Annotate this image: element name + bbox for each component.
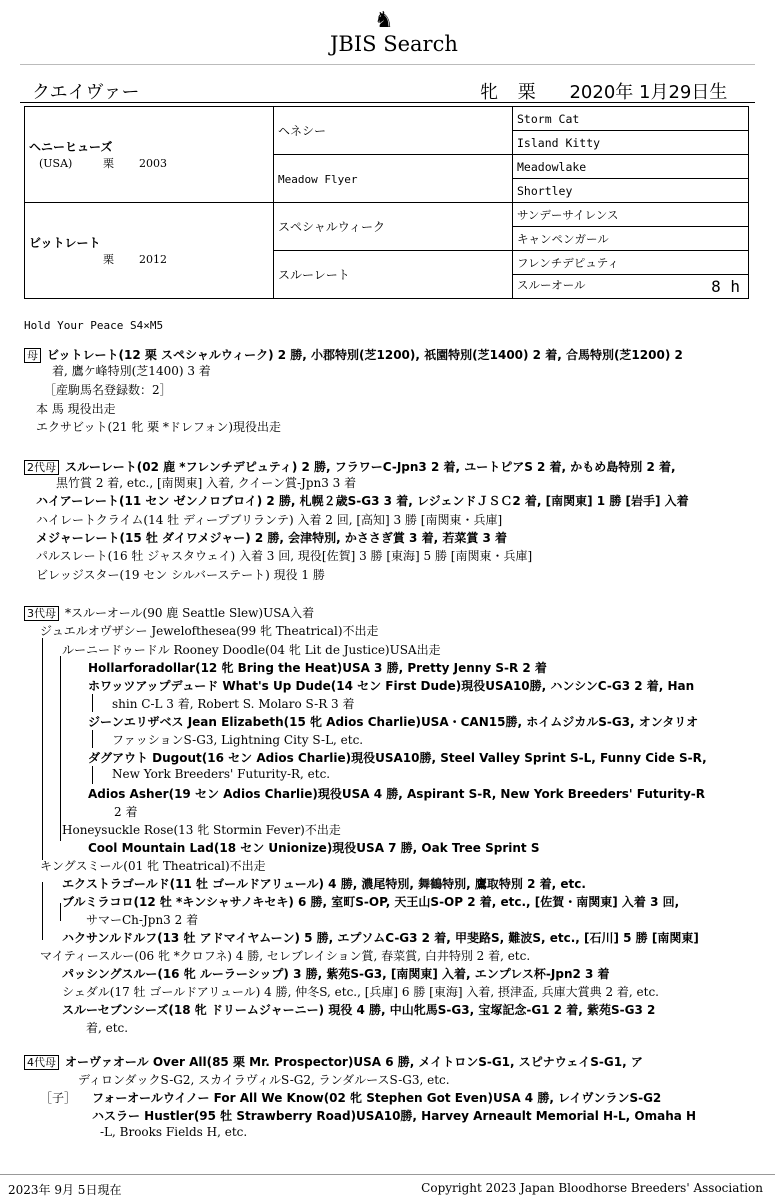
header-divider [20, 64, 755, 65]
g2-line: ビレッジスター(19 セン シルバーステート) 現役 1 勝 [36, 568, 325, 582]
g3-line: サマーCh-Jpn3 2 着 [86, 913, 199, 927]
tree-line [60, 903, 61, 921]
gen3-cell: Island Kitty [513, 131, 749, 155]
gen3-cell: Meadowlake [513, 155, 749, 179]
dam-line: ［産駒馬名登録数：2］ [44, 383, 172, 397]
section-label-g4: 4代母 [24, 1055, 59, 1070]
horse-birth: 2020年 1月29日生 [569, 82, 728, 103]
g3-line: New York Breeders' Futurity-R, etc. [112, 767, 331, 781]
tree-line [42, 882, 43, 940]
tree-line [92, 766, 93, 784]
section-label-g3: 3代母 [24, 606, 59, 621]
g3-line: Adios Asher(19 セン Adios Charlie)現役USA 4 勝, Aspirant S-R, New York Breeders' Futurity-R [88, 787, 706, 801]
sire-name: ヘニーヒューズ [29, 140, 113, 154]
dam-sire-cell: スペシャルウィーク [274, 203, 513, 251]
gen3-cell: サンデーサイレンス [513, 203, 749, 227]
g3-line: パッシングスルー(16 牝 ルーラーシップ) 3 勝, 紫苑S-G3, [南関東] 入着, エンプレス杯-Jpn2 3 着 [62, 967, 610, 981]
g3-line: エクストラゴールド(11 牡 ゴールドアリュール) 4 勝, 濃尾特別, 舞鶴特別, 鷹取特別 2 着, etc. [62, 877, 586, 891]
g2-line: 2代母 スルーレート(02 鹿 *フレンチデピュティ) 2 勝, フラワーC-Jpn3 2 着, ユートピアS 2 着, かもめ島特別 2 着, [24, 458, 676, 475]
dam-dam-cell: スルーレート [274, 251, 513, 299]
tree-line [92, 694, 93, 712]
pedigree-table [24, 106, 749, 299]
dam-line: 本 馬 現役出走 [36, 402, 116, 416]
logo-text: JBIS Search [330, 32, 458, 56]
dam-name: ビットレート [29, 236, 101, 250]
gen3-cell: Storm Cat [513, 107, 749, 131]
g4-line: -L, Brooks Fields H, etc. [100, 1125, 248, 1139]
g3-line: Hollarforadollar(12 牝 Bring the Heat)USA 3 勝, Pretty Jenny S-R 2 着 [88, 661, 547, 675]
g2-line: パルスレート(16 牡 ジャスタウェイ) 入着 3 回, 現役[佐賀] 3 勝 [東海] 5 勝 [南関東・兵庫] [36, 549, 533, 563]
dam-details: 栗 2012 [103, 253, 167, 266]
g4-child-label: ［子］ [40, 1091, 77, 1105]
sire-details: (USA) 栗 2003 [39, 157, 167, 170]
horse-color: 栗 [517, 82, 536, 103]
horse-sex: 牝 [480, 82, 498, 103]
g4-line: フォーオールウイノー For All We Know(02 牝 Stephen Got Even)USA 4 勝, レイヴンランS-G2 [92, 1091, 662, 1105]
g3-line: Honeysuckle Rose(13 牝 Stormin Fever)不出走 [62, 823, 341, 837]
g3-line: マイティースルー(06 牝 *クロフネ) 4 勝, セレブレイション賞, 春菜賞, 白井特別 2 着, etc. [40, 949, 531, 963]
g3-line: シェダル(17 牡 ゴールドアリュール) 4 勝, 仲冬S, etc., [兵庫] 6 勝 [東海] 入着, 摂津盃, 兵庫大賞典 2 着, etc. [62, 985, 659, 999]
g3-line: ジュエルオヴザシー Jewelofthesea(99 牝 Theatrical)不出走 [40, 624, 379, 638]
jbis-logo[interactable] [328, 8, 468, 54]
g3-line: ファッションS-G3, Lightning City S-L, etc. [112, 733, 364, 747]
tree-line [92, 730, 93, 748]
footer-copyright: Copyright 2023 Japan Bloodhorse Breeders' Association [421, 1181, 763, 1195]
g3-line: 3代母 *スルーオール(90 鹿 Seattle Slew)USA入着 [24, 604, 314, 621]
gen3-cell: Shortley [513, 179, 749, 203]
tree-line [42, 638, 43, 860]
gen3-cell: キャンペンガール [513, 227, 749, 251]
g3-line: ブルミラコロ(12 牡 *キンシャサノキセキ) 6 勝, 室町S-OP, 天王山S-OP 2 着, etc., [佐賀・南関東] 入着 3 回, [62, 895, 680, 909]
g3-line: 2 着 [114, 805, 138, 819]
horse-logo-icon: ♞ [374, 8, 394, 33]
g3-line: ダグアウト Dugout(16 セン Adios Charlie)現役USA10勝, Steel Valley Sprint S-L, Funny Cide S-R, [88, 751, 707, 765]
dam-line: エクサビット(21 牝 栗 *ドレフォン)現役出走 [36, 420, 281, 434]
gen3-cell: スルーオール 8 h [513, 275, 749, 299]
title-divider [20, 102, 755, 103]
g2-line: ハイアーレート(11 セン ゼンノロブロイ) 2 勝, 札幌２歳S-G3 3 着, レジェンドＪＳＣ2 着, [南関東] 1 勝 [岩手] 入着 [36, 494, 689, 508]
dam-line: 着, 鷹ケ峰特別(芝1400) 3 着 [52, 364, 211, 378]
footer-divider [0, 1174, 775, 1175]
footer-date: 2023年 9月 5日現在 [8, 1183, 122, 1197]
sire-cell [25, 107, 274, 203]
gen3-cell: フレンチデピュティ [513, 251, 749, 275]
g3-line: 着, etc. [86, 1021, 129, 1035]
horse-info [480, 78, 741, 104]
inbreeding-count: 8 h [711, 277, 740, 296]
section-label-dam: 母 [24, 348, 41, 363]
sire-sire-cell: ヘネシー [274, 107, 513, 155]
g3-line: ホワッツアップデュード What's Up Dude(14 セン First Dude)現役USA10勝, ハンシンC-G3 2 着, Han [88, 679, 695, 693]
section-label-g2: 2代母 [24, 460, 59, 475]
g3-line: Cool Mountain Lad(18 セン Unionize)現役USA 7 勝, Oak Tree Sprint S [88, 841, 540, 855]
dam-line: 母 ビットレート(12 栗 スペシャルウィーク) 2 勝, 小郡特別(芝1200), 祇園特別(芝1400) 2 着, 合馬特別(芝1200) 2 [24, 346, 683, 363]
g4-line: ディロンダックS-G2, スカイラヴィルS-G2, ランダルースS-G3, etc. [78, 1073, 450, 1087]
g3-line: キングスミール(01 牝 Theatrical)不出走 [40, 859, 266, 873]
g3-line: ハクサンルドルフ(13 牡 アドマイヤムーン) 5 勝, エプソムC-G3 2 着, 甲斐路S, 難波S, etc., [石川] 5 勝 [南関東] [62, 931, 699, 945]
horse-name: クエイヴァー [32, 82, 140, 103]
g4-line: 4代母 オーヴァオール Over All(85 栗 Mr. Prospector)USA 6 勝, メイトロンS-G1, スピナウェイS-G1, ア [24, 1053, 643, 1070]
g2-line: 黒竹賞 2 着, etc., [南関東] 入着, クイーン賞-Jpn3 3 着 [56, 476, 357, 490]
sire-dam-cell: Meadow Flyer [274, 155, 513, 203]
dam-cell [25, 203, 274, 299]
g3-line: shin C-L 3 着, Robert S. Molaro S-R 3 着 [112, 697, 355, 711]
g2-line: ハイレートクライム(14 牡 ディープブリランテ) 入着 2 回, [高知] 3 勝 [南関東・兵庫] [36, 513, 503, 527]
g3-line: ルーニードゥードル Rooney Doodle(04 牝 Lit de Justice)USA出走 [62, 643, 441, 657]
g4-line: ハスラー Hustler(95 牡 Strawberry Road)USA10勝, Harvey Arneault Memorial H-L, Omaha H [92, 1109, 697, 1123]
g3-line: ジーンエリザベス Jean Elizabeth(15 牝 Adios Charlie)USA・CAN15勝, ホイムジカルS-G3, オンタリオ [88, 715, 699, 729]
inbreed-note: Hold Your Peace S4×M5 [24, 319, 164, 332]
g3-line: スルーセブンシーズ(18 牝 ドリームジャーニー) 現役 4 勝, 中山牝馬S-G3, 宝塚記念-G1 2 着, 紫苑S-G3 2 [62, 1003, 656, 1017]
tree-line [60, 656, 61, 841]
g2-line: メジャーレート(15 牡 ダイワメジャー) 2 勝, 会津特別, かささぎ賞 3 着, 若菜賞 3 着 [36, 531, 508, 545]
